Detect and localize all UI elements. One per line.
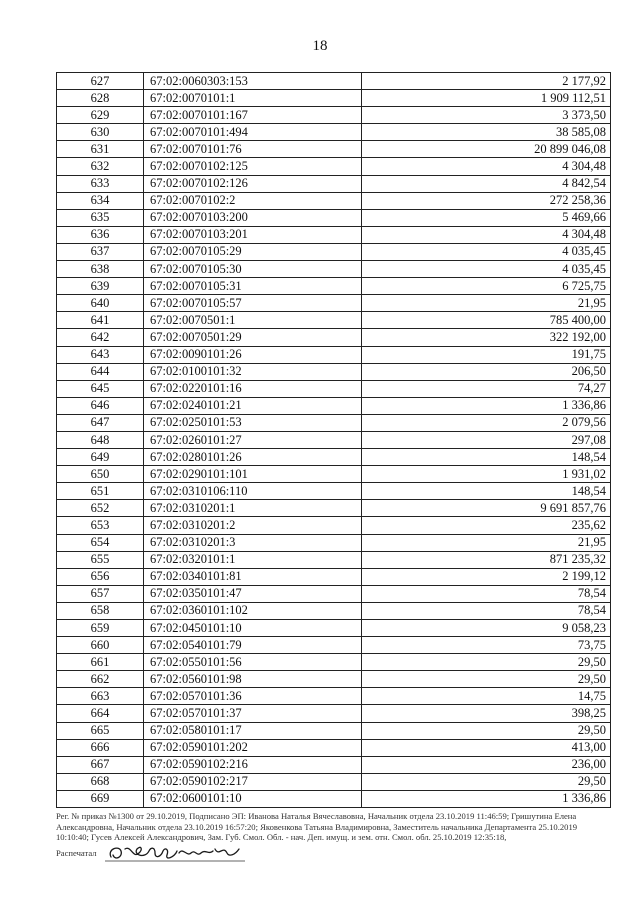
value-cell: 9 058,23: [362, 620, 611, 637]
row-number-cell: 655: [57, 551, 144, 568]
table-row: [57, 551, 611, 568]
value-cell: 1 909 112,51: [362, 90, 611, 107]
value-cell: 6 725,75: [362, 278, 611, 295]
row-number-cell: 664: [57, 705, 144, 722]
row-number-cell: 634: [57, 192, 144, 209]
row-number-cell: 637: [57, 243, 144, 260]
row-number-cell: 646: [57, 397, 144, 414]
table-row: [57, 192, 611, 209]
value-cell: 78,54: [362, 602, 611, 619]
row-number-cell: 660: [57, 637, 144, 654]
value-cell: 3 373,50: [362, 107, 611, 124]
cadastral-number-cell: 67:02:0590102:216: [144, 756, 362, 773]
row-number-cell: 654: [57, 534, 144, 551]
value-cell: 2 177,92: [362, 73, 611, 90]
cadastral-number-cell: 67:02:0570101:36: [144, 688, 362, 705]
table-row: [57, 756, 611, 773]
row-number-cell: 639: [57, 278, 144, 295]
table-row: [57, 620, 611, 637]
table-row: [57, 363, 611, 380]
row-number-cell: 631: [57, 141, 144, 158]
value-cell: 1 336,86: [362, 397, 611, 414]
table-row: [57, 295, 611, 312]
table-row: [57, 346, 611, 363]
row-number-cell: 641: [57, 312, 144, 329]
value-cell: 297,08: [362, 431, 611, 448]
table-row: [57, 585, 611, 602]
registry-table: [56, 72, 611, 808]
table-row: [57, 602, 611, 619]
table-row: [57, 158, 611, 175]
row-number-cell: 628: [57, 90, 144, 107]
value-cell: 272 258,36: [362, 192, 611, 209]
value-cell: 4 035,45: [362, 261, 611, 278]
cadastral-number-cell: 67:02:0600101:10: [144, 790, 362, 807]
table-row: [57, 175, 611, 192]
footer-line-2: Александровна, Начальник отдела 23.10.2019 16:57:20; Яковенкова Татьяна Владимировна, Заместитель начальника Департамента 25.10.2019: [56, 821, 578, 832]
value-cell: 20 899 046,08: [362, 141, 611, 158]
table-row: [57, 243, 611, 260]
value-cell: 29,50: [362, 773, 611, 790]
cadastral-number-cell: 67:02:0280101:26: [144, 449, 362, 466]
value-cell: 4 304,48: [362, 158, 611, 175]
row-number-cell: 662: [57, 671, 144, 688]
table-row: [57, 209, 611, 226]
value-cell: 73,75: [362, 637, 611, 654]
row-number-cell: 647: [57, 414, 144, 431]
table-row: [57, 688, 611, 705]
cadastral-number-cell: 67:02:0590101:202: [144, 739, 362, 756]
table-row: [57, 739, 611, 756]
cadastral-number-cell: 67:02:0070103:201: [144, 226, 362, 243]
value-cell: 9 691 857,76: [362, 500, 611, 517]
footer-line-1: Рег. № приказ №1300 от 29.10.2019, Подписано ЭП: Иванова Наталья Вячеславовна, Начальник отдела 23.10.2019 11:46:59; Гришутина Елена: [56, 811, 577, 821]
cadastral-number-cell: 67:02:0560101:98: [144, 671, 362, 688]
cadastral-number-cell: 67:02:0350101:47: [144, 585, 362, 602]
row-number-cell: 665: [57, 722, 144, 739]
table-row: [57, 141, 611, 158]
cadastral-number-cell: 67:02:0310201:1: [144, 500, 362, 517]
value-cell: 21,95: [362, 534, 611, 551]
row-number-cell: 629: [57, 107, 144, 124]
cadastral-number-cell: 67:02:0590102:217: [144, 773, 362, 790]
cadastral-number-cell: 67:02:0070102:126: [144, 175, 362, 192]
cadastral-number-cell: 67:02:0100101:32: [144, 363, 362, 380]
table-row: [57, 722, 611, 739]
cadastral-number-cell: 67:02:0310106:110: [144, 483, 362, 500]
cadastral-number-cell: 67:02:0070501:29: [144, 329, 362, 346]
table-row: [57, 637, 611, 654]
table-row: [57, 449, 611, 466]
table-row: [57, 500, 611, 517]
value-cell: 236,00: [362, 756, 611, 773]
value-cell: 1 931,02: [362, 466, 611, 483]
value-cell: 4 842,54: [362, 175, 611, 192]
row-number-cell: 652: [57, 500, 144, 517]
cadastral-number-cell: 67:02:0580101:17: [144, 722, 362, 739]
value-cell: 4 035,45: [362, 243, 611, 260]
value-cell: 29,50: [362, 722, 611, 739]
cadastral-number-cell: 67:02:0070101:494: [144, 124, 362, 141]
printed-by-label: Распечатал: [56, 847, 97, 858]
value-cell: 785 400,00: [362, 312, 611, 329]
cadastral-number-cell: 67:02:0060303:153: [144, 73, 362, 90]
cadastral-number-cell: 67:02:0070101:167: [144, 107, 362, 124]
row-number-cell: 661: [57, 654, 144, 671]
cadastral-number-cell: 67:02:0070102:2: [144, 192, 362, 209]
row-number-cell: 649: [57, 449, 144, 466]
table-row: [57, 414, 611, 431]
cadastral-number-cell: 67:02:0320101:1: [144, 551, 362, 568]
value-cell: 398,25: [362, 705, 611, 722]
table-row: [57, 671, 611, 688]
table-row: [57, 790, 611, 807]
value-cell: 235,62: [362, 517, 611, 534]
row-number-cell: 644: [57, 363, 144, 380]
row-number-cell: 632: [57, 158, 144, 175]
row-number-cell: 657: [57, 585, 144, 602]
cadastral-number-cell: 67:02:0310201:3: [144, 534, 362, 551]
table-row: [57, 73, 611, 90]
value-cell: 1 336,86: [362, 790, 611, 807]
cadastral-number-cell: 67:02:0450101:10: [144, 620, 362, 637]
value-cell: 5 469,66: [362, 209, 611, 226]
row-number-cell: 663: [57, 688, 144, 705]
cadastral-number-cell: 67:02:0240101:21: [144, 397, 362, 414]
row-number-cell: 653: [57, 517, 144, 534]
value-cell: 2 079,56: [362, 414, 611, 431]
table-row: [57, 466, 611, 483]
row-number-cell: 667: [57, 756, 144, 773]
handwritten-signature: [105, 843, 255, 865]
cadastral-number-cell: 67:02:0260101:27: [144, 431, 362, 448]
table-row: [57, 226, 611, 243]
row-number-cell: 659: [57, 620, 144, 637]
cadastral-number-cell: 67:02:0540101:79: [144, 637, 362, 654]
row-number-cell: 645: [57, 380, 144, 397]
cadastral-number-cell: 67:02:0550101:56: [144, 654, 362, 671]
table-row: [57, 483, 611, 500]
cadastral-number-cell: 67:02:0070101:76: [144, 141, 362, 158]
table-row: [57, 380, 611, 397]
row-number-cell: 635: [57, 209, 144, 226]
row-number-cell: 633: [57, 175, 144, 192]
row-number-cell: 651: [57, 483, 144, 500]
cadastral-number-cell: 67:02:0070105:30: [144, 261, 362, 278]
value-cell: 14,75: [362, 688, 611, 705]
table-row: [57, 517, 611, 534]
table-row: [57, 107, 611, 124]
value-cell: 21,95: [362, 295, 611, 312]
row-number-cell: 656: [57, 568, 144, 585]
cadastral-number-cell: 67:02:0070103:200: [144, 209, 362, 226]
value-cell: 29,50: [362, 654, 611, 671]
cadastral-number-cell: 67:02:0360101:102: [144, 602, 362, 619]
signature-footer: [56, 811, 616, 865]
table-row: [57, 90, 611, 107]
table-row: [57, 329, 611, 346]
cadastral-number-cell: 67:02:0070105:57: [144, 295, 362, 312]
row-number-cell: 638: [57, 261, 144, 278]
cadastral-number-cell: 67:02:0070501:1: [144, 312, 362, 329]
row-number-cell: 658: [57, 602, 144, 619]
cadastral-number-cell: 67:02:0570101:37: [144, 705, 362, 722]
table-row: [57, 705, 611, 722]
cadastral-number-cell: 67:02:0090101:26: [144, 346, 362, 363]
row-number-cell: 630: [57, 124, 144, 141]
cadastral-number-cell: 67:02:0070105:31: [144, 278, 362, 295]
row-number-cell: 668: [57, 773, 144, 790]
value-cell: 29,50: [362, 671, 611, 688]
table-row: [57, 654, 611, 671]
value-cell: 4 304,48: [362, 226, 611, 243]
value-cell: 38 585,08: [362, 124, 611, 141]
printed-by-row: [56, 843, 616, 865]
cadastral-number-cell: 67:02:0070102:125: [144, 158, 362, 175]
cadastral-number-cell: 67:02:0340101:81: [144, 568, 362, 585]
value-cell: 191,75: [362, 346, 611, 363]
value-cell: 148,54: [362, 449, 611, 466]
table-row: [57, 124, 611, 141]
row-number-cell: 636: [57, 226, 144, 243]
cadastral-number-cell: 67:02:0250101:53: [144, 414, 362, 431]
table-row: [57, 568, 611, 585]
cadastral-number-cell: 67:02:0290101:101: [144, 466, 362, 483]
footer-line-3: 10:10:40; Гусев Алексей Александрович, Зам. Губ. Смол. Обл. - нач. Деп. имущ. и зем. отн. Смол. обл. 25.10.2019 12:35:18,: [56, 832, 507, 843]
table-row: [57, 534, 611, 551]
value-cell: 322 192,00: [362, 329, 611, 346]
table-row: [57, 431, 611, 448]
value-cell: 78,54: [362, 585, 611, 602]
row-number-cell: 640: [57, 295, 144, 312]
row-number-cell: 643: [57, 346, 144, 363]
table-row: [57, 278, 611, 295]
table-row: [57, 773, 611, 790]
row-number-cell: 648: [57, 431, 144, 448]
value-cell: 74,27: [362, 380, 611, 397]
cadastral-number-cell: 67:02:0310201:2: [144, 517, 362, 534]
cadastral-number-cell: 67:02:0220101:16: [144, 380, 362, 397]
value-cell: 206,50: [362, 363, 611, 380]
value-cell: 2 199,12: [362, 568, 611, 585]
page-number: 18: [312, 38, 328, 54]
value-cell: 148,54: [362, 483, 611, 500]
value-cell: 413,00: [362, 739, 611, 756]
table-row: [57, 312, 611, 329]
row-number-cell: 642: [57, 329, 144, 346]
table-row: [57, 397, 611, 414]
row-number-cell: 627: [57, 73, 144, 90]
table-row: [57, 261, 611, 278]
cadastral-number-cell: 67:02:0070101:1: [144, 90, 362, 107]
row-number-cell: 650: [57, 466, 144, 483]
cadastral-number-cell: 67:02:0070105:29: [144, 243, 362, 260]
row-number-cell: 669: [57, 790, 144, 807]
value-cell: 871 235,32: [362, 551, 611, 568]
row-number-cell: 666: [57, 739, 144, 756]
